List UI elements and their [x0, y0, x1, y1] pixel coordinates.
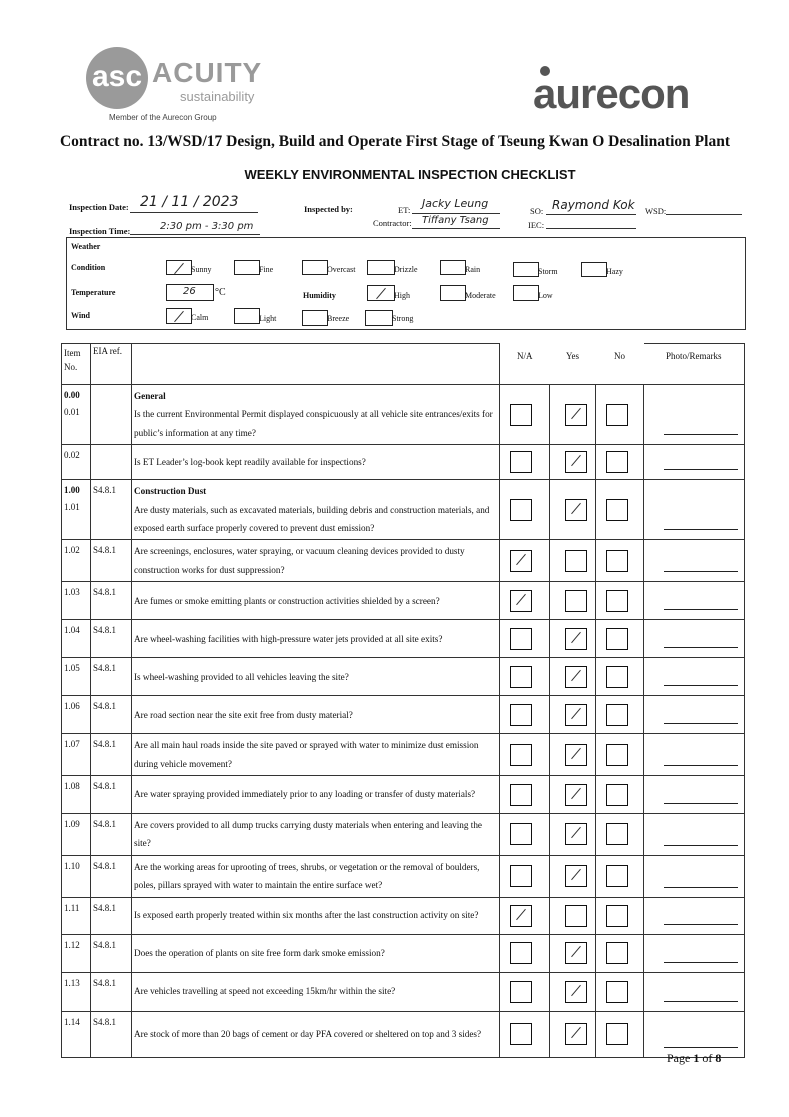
item-number: 1.05: [64, 663, 80, 674]
so-value[interactable]: Raymond Kok: [552, 198, 635, 212]
page-number: Page 1 of 8: [667, 1051, 722, 1065]
remarks-field[interactable]: [664, 803, 738, 804]
no-checkbox[interactable]: [606, 865, 628, 887]
condition-storm-label: Storm: [538, 267, 558, 276]
aurecon-logo: aurecon: [533, 70, 690, 117]
tick-mark-icon: [571, 708, 581, 719]
item-description-cell: [132, 776, 500, 814]
no-checkbox[interactable]: [606, 499, 628, 521]
item-description: Is ET Leader’s log-book kept readily available for inspections?: [134, 457, 366, 468]
tick-mark-icon: [571, 455, 581, 466]
item-description-cell: [132, 385, 500, 445]
col-item-header: Item No.: [62, 344, 91, 385]
no-checkbox[interactable]: [606, 981, 628, 1003]
eia-ref: S4.8.1: [91, 814, 132, 856]
item-description-cell: [132, 972, 500, 1011]
table-row: [62, 658, 745, 696]
table-row: [62, 445, 745, 480]
col-yes-header: Yes: [565, 350, 580, 361]
condition-hazy-label: Hazy: [606, 267, 623, 276]
no-checkbox[interactable]: [606, 590, 628, 612]
yes-checkbox[interactable]: [565, 499, 587, 521]
humidity-high-label: High: [394, 291, 410, 300]
so-label: SO:: [530, 206, 544, 216]
item-sub-number: 0.01: [64, 407, 80, 418]
tick-mark-icon: [516, 594, 526, 605]
acuity-logo-subtitle: sustainability: [180, 89, 255, 104]
eia-ref: S4.8.1: [91, 776, 132, 814]
tick-mark-icon: [571, 747, 581, 758]
item-number: 1.04: [64, 625, 80, 636]
remarks-field[interactable]: [664, 685, 738, 686]
contractor-value[interactable]: Tiffany Tsang: [422, 215, 489, 226]
wind-breeze-checkbox[interactable]: [302, 310, 328, 326]
tick-mark-icon: [516, 909, 526, 920]
no-checkbox[interactable]: [606, 905, 628, 927]
item-number: 1.07: [64, 739, 80, 750]
table-row: [62, 776, 745, 814]
remarks-field[interactable]: [664, 962, 738, 963]
wind-light-label: Light: [259, 314, 277, 323]
humidity-moderate-checkbox[interactable]: [440, 285, 466, 301]
table-row: [62, 620, 745, 658]
yes-checkbox[interactable]: [565, 404, 587, 426]
table-row: [62, 696, 745, 734]
yes-checkbox[interactable]: [565, 865, 587, 887]
yes-checkbox[interactable]: [565, 590, 587, 612]
temperature-value: 26: [183, 286, 196, 297]
table-row: [62, 972, 745, 1011]
item-description-cell: [132, 1011, 500, 1057]
item-description: Are road section near the site exit free from dusty material?: [134, 709, 353, 720]
eia-ref: S4.8.1: [91, 897, 132, 934]
remarks-field[interactable]: [664, 609, 738, 610]
condition-sunny-checkbox[interactable]: [166, 260, 192, 275]
condition-overcast-checkbox[interactable]: [302, 260, 328, 275]
tick-mark-icon: [571, 827, 581, 838]
item-description-cell: [132, 620, 500, 658]
condition-rain-checkbox[interactable]: [440, 260, 466, 275]
wind-breeze-label: Breeze: [327, 314, 350, 323]
no-checkbox[interactable]: [606, 550, 628, 572]
eia-ref: S4.8.1: [91, 734, 132, 776]
tick-mark-icon: [571, 407, 581, 418]
remarks-field[interactable]: [664, 924, 738, 925]
remarks-field[interactable]: [664, 469, 738, 470]
eia-ref: S4.8.1: [91, 480, 132, 540]
wsd-label: WSD:: [645, 206, 667, 216]
na-checkbox[interactable]: [510, 865, 532, 887]
item-description-cell: [132, 934, 500, 972]
condition-rain-label: Rain: [465, 265, 481, 274]
condition-fine-checkbox[interactable]: [234, 260, 260, 275]
table-row: [62, 897, 745, 934]
remarks-field[interactable]: [664, 845, 738, 846]
table-row: [62, 385, 745, 445]
na-checkbox[interactable]: [510, 499, 532, 521]
item-number: 0.02: [64, 450, 80, 461]
tick-mark-icon: [571, 869, 581, 880]
tick-mark-icon: [571, 670, 581, 681]
item-description: Are water spraying provided immediately prior to any loading or transfer of dusty materials?: [134, 789, 476, 800]
wind-label: Wind: [71, 311, 90, 320]
inspected-by-label: Inspected by:: [304, 204, 353, 214]
yes-checkbox[interactable]: [565, 550, 587, 572]
tick-mark-icon: [571, 503, 581, 514]
col-remarks-header: Photo/Remarks: [644, 344, 745, 385]
item-description: Are all main haul roads inside the site paved or sprayed with water to minimize dust emission during vehicle movement?: [134, 740, 479, 769]
eia-ref: S4.8.1: [91, 1011, 132, 1057]
item-description: Is wheel-washing provided to all vehicles leaving the site?: [134, 671, 349, 682]
table-row: [62, 734, 745, 776]
condition-overcast-label: Overcast: [327, 265, 356, 274]
table-row: [62, 934, 745, 972]
item-number: 1.00: [64, 485, 80, 496]
eia-ref: S4.8.1: [91, 972, 132, 1011]
item-number: 1.02: [64, 545, 80, 556]
condition-label: Condition: [71, 263, 106, 272]
na-checkbox[interactable]: [510, 823, 532, 845]
condition-drizzle-checkbox[interactable]: [367, 260, 395, 275]
humidity-label: Humidity: [303, 291, 336, 300]
item-number: 0.00: [64, 390, 80, 400]
item-number: 1.12: [64, 939, 80, 950]
na-checkbox[interactable]: [510, 704, 532, 726]
yes-checkbox[interactable]: [565, 942, 587, 964]
item-number: 1.13: [64, 977, 80, 988]
tick-mark-icon: [571, 985, 581, 996]
item-description: Are vehicles travelling at speed not exceeding 15km/hr within the site?: [134, 986, 396, 997]
item-description: Is exposed earth properly treated within six months after the last construction activity on site?: [134, 910, 479, 921]
eia-ref: S4.8.1: [91, 658, 132, 696]
yes-checkbox[interactable]: [565, 744, 587, 766]
inspection-time-value[interactable]: 2:30 pm - 3:30 pm: [160, 221, 254, 232]
acuity-member-text: Member of the Aurecon Group: [109, 113, 217, 122]
col-no-header: No: [614, 350, 625, 361]
wind-strong-checkbox[interactable]: [365, 310, 393, 326]
eia-ref: S4.8.1: [91, 934, 132, 972]
condition-storm-checkbox[interactable]: [513, 262, 539, 277]
no-checkbox[interactable]: [606, 744, 628, 766]
no-checkbox[interactable]: [606, 704, 628, 726]
item-description: Does the operation of plants on site free form dark smoke emission?: [134, 947, 385, 958]
item-description: Are wheel-washing facilities with high-pressure water jets provided at all site exits?: [134, 633, 443, 644]
no-checkbox[interactable]: [606, 1023, 628, 1045]
section-heading: Construction Dust: [134, 486, 207, 497]
remarks-field[interactable]: [664, 765, 738, 766]
wind-light-checkbox[interactable]: [234, 308, 260, 324]
item-description-cell: [132, 445, 500, 480]
weather-section: [66, 237, 746, 330]
iec-label: IEC:: [528, 220, 545, 230]
na-checkbox[interactable]: [510, 942, 532, 964]
table-row: [62, 540, 745, 582]
table-row: [62, 1011, 745, 1057]
remarks-field[interactable]: [664, 723, 738, 724]
tick-mark-icon: [571, 787, 581, 798]
item-description-cell: [132, 540, 500, 582]
no-checkbox[interactable]: [606, 942, 628, 964]
tick-mark-icon: [516, 554, 526, 565]
na-checkbox[interactable]: [510, 905, 532, 927]
eia-ref: [91, 445, 132, 480]
item-description: Are stock of more than 20 bags of cement or day PFA covered or sheltered on top and 3 sides?: [134, 1028, 482, 1039]
yes-checkbox[interactable]: [565, 1023, 587, 1045]
yes-checkbox[interactable]: [565, 905, 587, 927]
humidity-low-label: Low: [538, 291, 553, 300]
no-checkbox[interactable]: [606, 628, 628, 650]
tick-mark-icon: [571, 632, 581, 643]
wind-strong-label: Strong: [392, 314, 414, 323]
contractor-label: Contractor:: [373, 218, 412, 228]
acuity-logo-icon: asc: [86, 47, 148, 109]
weather-heading: Weather: [71, 242, 101, 251]
eia-ref: S4.8.1: [91, 696, 132, 734]
eia-ref: S4.8.1: [91, 620, 132, 658]
et-value[interactable]: Jacky Leung: [422, 197, 489, 210]
humidity-low-checkbox[interactable]: [513, 285, 539, 301]
no-checkbox[interactable]: [606, 666, 628, 688]
condition-sunny-label: Sunny: [191, 265, 212, 274]
inspection-date-value[interactable]: 21 / 11 / 2023: [140, 194, 239, 210]
table-header-row: [62, 344, 745, 385]
inspection-date-label: Inspection Date:: [69, 202, 129, 212]
item-description-cell: [132, 897, 500, 934]
item-number: 1.09: [64, 819, 80, 830]
table-row: [62, 855, 745, 897]
remarks-field[interactable]: [664, 571, 738, 572]
yes-checkbox[interactable]: [565, 666, 587, 688]
condition-fine-label: Fine: [259, 265, 274, 274]
item-description: Are fumes or smoke emitting plants or construction activities shielded by a screen?: [134, 595, 440, 606]
yes-checkbox[interactable]: [565, 784, 587, 806]
na-checkbox[interactable]: [510, 628, 532, 650]
condition-hazy-checkbox[interactable]: [581, 262, 607, 277]
table-row: [62, 582, 745, 620]
item-description: Are covers provided to all dump trucks carrying dusty materials when entering and leaving the site?: [134, 820, 482, 849]
eia-ref: [91, 385, 132, 445]
na-checkbox[interactable]: [510, 1023, 532, 1045]
item-description: Is the current Environmental Permit displayed conspicuously at all vehicle site entrances/exits for public’s information at any time?: [134, 409, 493, 438]
temperature-label: Temperature: [71, 288, 116, 297]
item-description-cell: [132, 480, 500, 540]
item-number: 1.08: [64, 781, 80, 792]
remarks-field[interactable]: [664, 887, 738, 888]
item-description-cell: [132, 658, 500, 696]
col-eia-header: EIA ref.: [91, 344, 132, 385]
yes-checkbox[interactable]: [565, 451, 587, 473]
item-number: 1.14: [64, 1016, 80, 1027]
na-checkbox[interactable]: [510, 784, 532, 806]
item-number: 1.11: [64, 902, 80, 913]
na-checkbox[interactable]: [510, 550, 532, 572]
tick-mark-icon: [571, 1027, 581, 1038]
no-checkbox[interactable]: [606, 404, 628, 426]
eia-ref: S4.8.1: [91, 540, 132, 582]
temperature-field[interactable]: [166, 284, 214, 301]
eia-ref: S4.8.1: [91, 855, 132, 897]
item-number: 1.10: [64, 860, 80, 871]
item-description-cell: [132, 734, 500, 776]
na-checkbox[interactable]: [510, 981, 532, 1003]
na-checkbox[interactable]: [510, 666, 532, 688]
item-description-cell: [132, 855, 500, 897]
tick-mark-icon: [571, 946, 581, 957]
item-description: Are the working areas for uprooting of trees, shrubs, or vegetation or the removal of boulders, poles, pillars sprayed with water to maintain the entire surface wet?: [134, 861, 480, 891]
item-description: Are screenings, enclosures, water spraying, or vacuum cleaning devices provided to dusty construction works for dust suppression?: [134, 546, 465, 575]
humidity-high-checkbox[interactable]: [367, 285, 395, 301]
checklist-title: WEEKLY ENVIRONMENTAL INSPECTION CHECKLIST: [244, 167, 576, 182]
item-description: Are dusty materials, such as excavated materials, building debris and construction materials, and exposed earth surface properly covered to prevent dust emission?: [134, 504, 490, 534]
na-checkbox[interactable]: [510, 404, 532, 426]
condition-drizzle-label: Drizzle: [394, 265, 418, 274]
col-na-header: N/A: [517, 350, 533, 361]
remarks-field[interactable]: [664, 529, 738, 530]
na-checkbox[interactable]: [510, 451, 532, 473]
checklist-table: [61, 343, 745, 1058]
item-sub-number: 1.01: [64, 502, 80, 513]
table-row: [62, 480, 745, 540]
na-checkbox[interactable]: [510, 590, 532, 612]
yes-checkbox[interactable]: [565, 981, 587, 1003]
no-checkbox[interactable]: [606, 784, 628, 806]
item-number: 1.06: [64, 701, 80, 712]
humidity-moderate-label: Moderate: [465, 291, 496, 300]
no-checkbox[interactable]: [606, 451, 628, 473]
remarks-field[interactable]: [664, 1047, 738, 1048]
wind-calm-label: Calm: [191, 313, 209, 322]
remarks-field[interactable]: [664, 434, 738, 435]
item-number: 1.03: [64, 587, 80, 598]
yes-checkbox[interactable]: [565, 704, 587, 726]
item-description-cell: [132, 696, 500, 734]
section-heading: General: [134, 391, 166, 401]
item-description-cell: [132, 814, 500, 856]
item-description-cell: [132, 582, 500, 620]
na-checkbox[interactable]: [510, 744, 532, 766]
eia-ref: S4.8.1: [91, 582, 132, 620]
table-row: [62, 814, 745, 856]
et-label: ET:: [398, 205, 411, 215]
no-checkbox[interactable]: [606, 823, 628, 845]
inspection-time-label: Inspection Time:: [69, 226, 131, 236]
yes-checkbox[interactable]: [565, 823, 587, 845]
remarks-field[interactable]: [664, 1001, 738, 1002]
temperature-unit: °C: [215, 287, 226, 298]
remarks-field[interactable]: [664, 647, 738, 648]
acuity-logo-name: ACUITY: [152, 57, 263, 88]
contract-title: Contract no. 13/WSD/17 Design, Build and Operate First Stage of Tseung Kwan O Desalination Plant: [59, 133, 730, 150]
wind-calm-checkbox[interactable]: [166, 308, 192, 324]
yes-checkbox[interactable]: [565, 628, 587, 650]
